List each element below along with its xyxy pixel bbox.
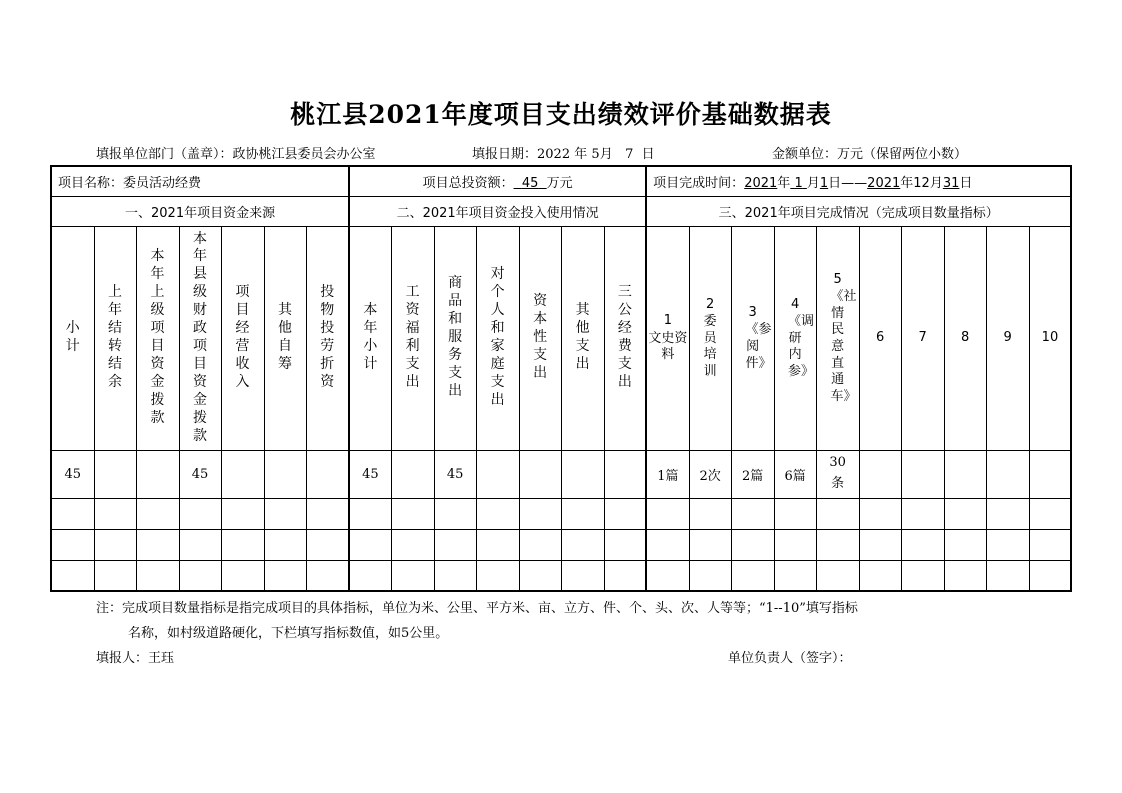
indicator-7-value xyxy=(901,450,944,498)
col-use-personal: 对个人和家庭支出 xyxy=(476,226,519,450)
note-line-2: 名称，如村级道路硬化，下栏填写指标数值，如5公里。 xyxy=(128,626,449,641)
date-range-dash: —— xyxy=(841,175,868,191)
empty-row xyxy=(51,529,1071,560)
start-month-char: 月 xyxy=(806,175,820,191)
col-indicator-2: 2 委员培训 xyxy=(689,226,731,450)
col-source-inkind: 投物投劳折资 xyxy=(306,226,349,450)
col-use-capital: 资本性支出 xyxy=(519,226,561,450)
col-source-operating: 项目经营收入 xyxy=(221,226,264,450)
end-year-char: 年 xyxy=(900,175,914,191)
col-indicator-4: 4 《调研内参》 xyxy=(774,226,816,450)
completion-time-label: 项目完成时间： xyxy=(653,175,745,191)
col-indicator-5: 5 《社情民意直通车》 xyxy=(816,226,859,450)
section-funding-use: 二、2021年项目资金投入使用情况 xyxy=(349,196,646,226)
indicator-6-value xyxy=(859,450,901,498)
end-day-char: 日 xyxy=(959,175,973,191)
col-source-subtotal: 小计 xyxy=(51,226,94,450)
page-title: 桃江县2021年度项目支出绩效评价基础数据表 xyxy=(290,100,832,129)
indicator-3-value: 2篇 xyxy=(731,450,774,498)
col-use-three-public: 三公经费支出 xyxy=(604,226,646,450)
start-day-char: 日 xyxy=(828,175,842,191)
year-char: 年 xyxy=(574,147,588,162)
col-use-wages: 工资福利支出 xyxy=(391,226,434,450)
source-inkind-value xyxy=(306,450,349,498)
total-investment-unit: 万元 xyxy=(546,175,573,191)
source-superior-value xyxy=(136,450,179,498)
reporting-unit xyxy=(96,143,376,162)
start-year-char: 年 xyxy=(777,175,791,191)
report-date-year: 2022 xyxy=(537,147,571,162)
col-indicator-6: 6 xyxy=(859,226,901,450)
source-subtotal-value: 45 xyxy=(51,450,94,498)
report-date-day: 7 xyxy=(625,147,634,162)
source-self-value xyxy=(264,450,306,498)
report-date-label: 填报日期： xyxy=(472,147,538,162)
indicator-4-value: 6篇 xyxy=(774,450,816,498)
indicator-10-value xyxy=(1029,450,1071,498)
total-investment-value xyxy=(514,176,547,191)
use-three-public-value xyxy=(604,450,646,498)
section-completion: 三、2021年项目完成情况（完成项目数量指标） xyxy=(646,196,1071,226)
col-indicator-3: 3 《参阅件》 xyxy=(731,226,774,450)
empty-row xyxy=(51,498,1071,529)
report-date xyxy=(472,143,655,162)
indicator-9-value xyxy=(986,450,1029,498)
data-table xyxy=(50,165,1072,592)
col-indicator-10: 10 xyxy=(1029,226,1071,450)
reporting-unit-value: 政协桃江县委员会办公室 xyxy=(232,147,376,162)
end-day: 31 xyxy=(942,175,960,191)
currency-unit: 金额单位：万元（保留两位小数） xyxy=(772,147,968,162)
use-other-value xyxy=(561,450,604,498)
col-source-county: 本年县级财政项目资金拨款 xyxy=(179,226,221,450)
indicator-8-value xyxy=(944,450,986,498)
source-county-value: 45 xyxy=(179,450,221,498)
total-investment-cell xyxy=(349,166,646,196)
reporting-unit-label: 填报单位部门（盖章）： xyxy=(96,147,233,162)
end-month-char: 月 xyxy=(929,175,943,191)
col-use-goods: 商品和服务支出 xyxy=(434,226,476,450)
end-year: 2021 xyxy=(867,175,901,191)
source-carryover-value xyxy=(94,450,136,498)
col-use-subtotal: 本年小计 xyxy=(349,226,391,450)
col-source-superior: 本年上级项目资金拨款 xyxy=(136,226,179,450)
start-month: 1 xyxy=(794,175,803,191)
project-name-value: 委员活动经费 xyxy=(123,175,202,191)
month-char: 月 xyxy=(599,147,613,162)
indicator-2-value: 2次 xyxy=(689,450,731,498)
use-personal-value xyxy=(476,450,519,498)
indicator-5-value: 30条 xyxy=(816,450,859,498)
col-indicator-9: 9 xyxy=(986,226,1029,450)
project-name-label: 项目名称： xyxy=(58,175,124,191)
total-investment-label: 项目总投资额： xyxy=(422,175,514,191)
project-name-cell xyxy=(51,166,349,196)
report-date-month: 5 xyxy=(591,147,600,162)
col-source-carryover: 上年结转结余 xyxy=(94,226,136,450)
note-line-1: 注：完成项目数量指标是指完成项目的具体指标，单位为米、公里、平方米、亩、立方、件、个、头、次、人等等；“1--10”填写指标 xyxy=(96,601,858,616)
col-indicator-7: 7 xyxy=(901,226,944,450)
col-indicator-8: 8 xyxy=(944,226,986,450)
column-header-row xyxy=(51,226,1071,450)
use-goods-value: 45 xyxy=(434,450,476,498)
indicator-1-value: 1篇 xyxy=(646,450,689,498)
project-info-row xyxy=(51,166,1071,196)
day-char: 日 xyxy=(641,147,655,162)
col-use-other: 其他支出 xyxy=(561,226,604,450)
total-investment-number: 45 xyxy=(521,175,539,191)
section-header-row xyxy=(51,196,1071,226)
col-indicator-1: 1 文史资料 xyxy=(646,226,689,450)
filler-name: 填报人：王珏 xyxy=(96,651,175,666)
start-day: 1 xyxy=(819,175,829,191)
use-wages-value xyxy=(391,450,434,498)
col-source-self: 其他自筹 xyxy=(264,226,306,450)
end-month: 12 xyxy=(913,175,930,191)
empty-row xyxy=(51,560,1071,591)
unit-head-signature: 单位负责人（签字）： xyxy=(728,651,852,666)
source-operating-value xyxy=(221,450,264,498)
use-subtotal-value: 45 xyxy=(349,450,391,498)
completion-time-cell xyxy=(646,166,1071,196)
section-funding-source: 一、2021年项目资金来源 xyxy=(51,196,349,226)
start-year: 2021 xyxy=(744,175,778,191)
data-row xyxy=(51,450,1071,498)
use-capital-value xyxy=(519,450,561,498)
